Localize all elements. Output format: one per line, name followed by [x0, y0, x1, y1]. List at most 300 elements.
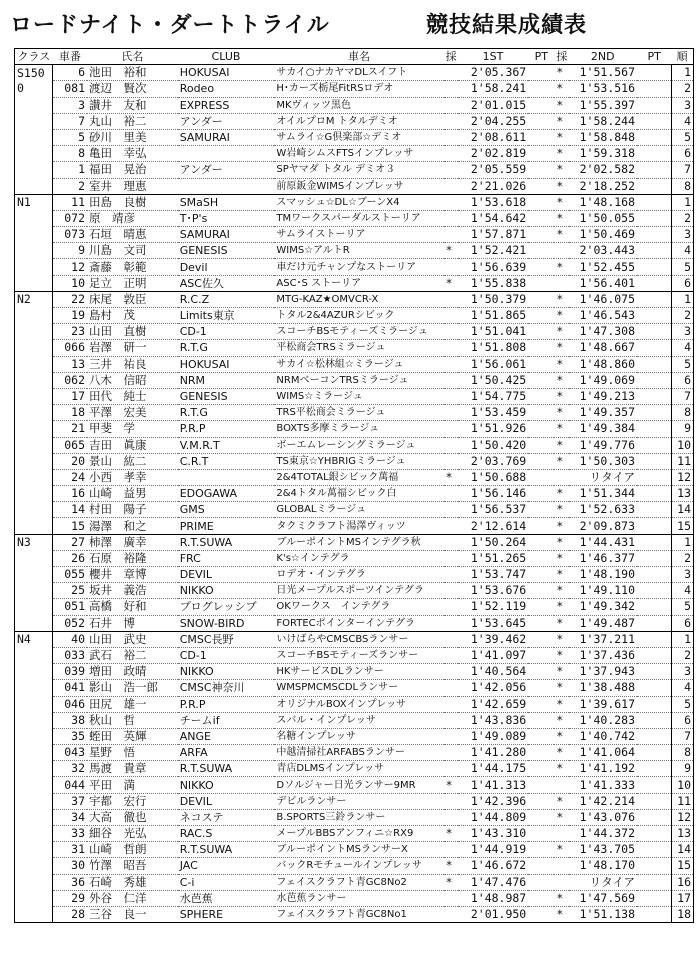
table-row — [15, 453, 694, 469]
first-run-mark — [444, 437, 458, 453]
pt2 — [637, 291, 671, 307]
second-run-mark: * — [554, 259, 568, 275]
car-name: SPヤマダ トタル デミオ３ — [274, 162, 443, 178]
position: 10 — [671, 437, 693, 453]
driver-name: 増田 政晴 — [87, 664, 178, 680]
pt2 — [637, 745, 671, 761]
table-row — [15, 340, 694, 356]
position: 13 — [671, 826, 693, 842]
club-name: CMSC長野 — [178, 631, 275, 647]
pt1 — [528, 567, 554, 583]
club-name: C-i — [178, 874, 275, 890]
driver-name: 三井 祐良 — [87, 356, 178, 372]
driver-name: 福田 晃治 — [87, 162, 178, 178]
pt2 — [637, 583, 671, 599]
class-label — [15, 146, 53, 162]
second-run-mark: * — [554, 372, 568, 388]
position: 5 — [671, 696, 693, 712]
pt1 — [528, 842, 554, 858]
pt1 — [528, 696, 554, 712]
car-name: スコーチBSモティーズミラージュ — [274, 324, 443, 340]
second-run-time: 1'48.190 — [569, 567, 638, 583]
pt2 — [637, 453, 671, 469]
pt2 — [637, 194, 671, 210]
second-run-mark: * — [554, 97, 568, 113]
first-run-mark — [444, 340, 458, 356]
driver-name: 田島 良樹 — [87, 194, 178, 210]
second-run-mark: * — [554, 567, 568, 583]
car-number: 033 — [53, 647, 87, 663]
club-name: EXPRESS — [178, 97, 275, 113]
pt2 — [637, 469, 671, 485]
club-name: PRIME — [178, 518, 275, 534]
club-name: EDOGAWA — [178, 486, 275, 502]
second-run-mark: * — [554, 793, 568, 809]
position: 5 — [671, 356, 693, 372]
second-run-mark: * — [554, 437, 568, 453]
class-label — [15, 178, 53, 194]
pt1 — [528, 550, 554, 566]
first-run-time: 1'44.919 — [458, 842, 529, 858]
class-label: 0 — [15, 81, 53, 97]
position: 1 — [671, 631, 693, 647]
table-row — [15, 777, 694, 793]
car-number: 35 — [53, 728, 87, 744]
first-run-time: 2'05.367 — [458, 65, 529, 81]
table-row — [15, 178, 694, 194]
class-label — [15, 437, 53, 453]
car-number: 1 — [53, 162, 87, 178]
pt2 — [637, 680, 671, 696]
first-run-time: 1'53.459 — [458, 405, 529, 421]
table-row — [15, 826, 694, 842]
second-run-mark: * — [554, 113, 568, 129]
driver-name: 亀田 幸弘 — [87, 146, 178, 162]
first-run-mark — [444, 421, 458, 437]
driver-name: 竹澤 昭吾 — [87, 858, 178, 874]
position: 1 — [671, 65, 693, 81]
car-number: 081 — [53, 81, 87, 97]
header-first-run: 1ST — [458, 49, 529, 65]
first-run-mark — [444, 259, 458, 275]
pt2 — [637, 81, 671, 97]
second-run-time: 1'37.436 — [569, 647, 638, 663]
second-run-mark: * — [554, 178, 568, 194]
first-run-mark: * — [444, 777, 458, 793]
pt1 — [528, 518, 554, 534]
class-label: S150 — [15, 65, 53, 81]
first-run-time: 2'08.611 — [458, 129, 529, 145]
first-run-time: 1'56.146 — [458, 486, 529, 502]
pt1 — [528, 712, 554, 728]
first-run-time: 1'49.089 — [458, 728, 529, 744]
pt1 — [528, 227, 554, 243]
car-number: 073 — [53, 227, 87, 243]
class-label — [15, 502, 53, 518]
first-run-mark — [444, 745, 458, 761]
car-number: 29 — [53, 890, 87, 906]
pt2 — [637, 243, 671, 259]
club-name: Rodeo — [178, 81, 275, 97]
second-run-time: 1'49.110 — [569, 583, 638, 599]
club-name: SAMURAI — [178, 227, 275, 243]
pt1 — [528, 259, 554, 275]
car-name: トタル2&4AZURシビック — [274, 308, 443, 324]
second-run-time: 1'51.344 — [569, 486, 638, 502]
second-run-time: 1'58.848 — [569, 129, 638, 145]
pt2 — [637, 906, 671, 922]
club-name: R.T.G — [178, 340, 275, 356]
second-run-time: 1'50.469 — [569, 227, 638, 243]
car-name: H･カーズ栃尾FitRSロデオ — [274, 81, 443, 97]
first-run-mark — [444, 567, 458, 583]
second-run-time: 1'53.516 — [569, 81, 638, 97]
car-name: サムライ☆G倶楽部☆デミオ — [274, 129, 443, 145]
pt1 — [528, 761, 554, 777]
driver-name: 田尻 雄一 — [87, 696, 178, 712]
first-run-mark — [444, 761, 458, 777]
pt2 — [637, 615, 671, 631]
car-name: 名糖インプレッサ — [274, 728, 443, 744]
position: 17 — [671, 890, 693, 906]
position: 7 — [671, 162, 693, 178]
pt1 — [528, 308, 554, 324]
pt2 — [637, 308, 671, 324]
first-run-mark — [444, 162, 458, 178]
first-run-time: 2'03.769 — [458, 453, 529, 469]
driver-name: 平澤 宏美 — [87, 405, 178, 421]
first-run-mark: * — [444, 243, 458, 259]
first-run-time: 1'50.420 — [458, 437, 529, 453]
class-label — [15, 615, 53, 631]
car-number: 32 — [53, 761, 87, 777]
first-run-mark — [444, 696, 458, 712]
club-name: P.R.P — [178, 421, 275, 437]
club-name: R.T.G — [178, 405, 275, 421]
car-number: 21 — [53, 421, 87, 437]
class-label — [15, 518, 53, 534]
car-number: 2 — [53, 178, 87, 194]
first-run-mark — [444, 129, 458, 145]
second-run-mark: * — [554, 842, 568, 858]
club-name — [178, 469, 275, 485]
pt2 — [637, 712, 671, 728]
car-name: 中越清掃社ARFABSランサー — [274, 745, 443, 761]
driver-name: 武石 裕二 — [87, 647, 178, 663]
first-run-time: 1'54.775 — [458, 388, 529, 404]
pt2 — [637, 275, 671, 291]
second-run-mark: * — [554, 388, 568, 404]
second-run-time: 1'42.214 — [569, 793, 638, 809]
position: 2 — [671, 647, 693, 663]
club-name: R.C.Z — [178, 291, 275, 307]
class-label — [15, 777, 53, 793]
car-number: 31 — [53, 842, 87, 858]
first-run-mark: * — [444, 275, 458, 291]
driver-name: 斎藤 彰範 — [87, 259, 178, 275]
pt2 — [637, 664, 671, 680]
pt1 — [528, 809, 554, 825]
car-name: サムライストーリア — [274, 227, 443, 243]
driver-name: 景山 紘二 — [87, 453, 178, 469]
pt2 — [637, 858, 671, 874]
class-label — [15, 696, 53, 712]
car-name: WIMS☆ミラージュ — [274, 388, 443, 404]
pt2 — [637, 356, 671, 372]
car-number: 22 — [53, 291, 87, 307]
second-run-time: 1'49.213 — [569, 388, 638, 404]
driver-name: 島村 茂 — [87, 308, 178, 324]
car-number: 046 — [53, 696, 87, 712]
pt2 — [637, 567, 671, 583]
first-run-mark — [444, 308, 458, 324]
position: 7 — [671, 728, 693, 744]
position: 8 — [671, 405, 693, 421]
second-run-mark: * — [554, 761, 568, 777]
first-run-time: 1'52.421 — [458, 243, 529, 259]
class-label — [15, 567, 53, 583]
second-run-mark: * — [554, 405, 568, 421]
table-row — [15, 567, 694, 583]
second-run-time: 1'56.401 — [569, 275, 638, 291]
driver-name: 山田 武史 — [87, 631, 178, 647]
pt2 — [637, 647, 671, 663]
pt1 — [528, 599, 554, 615]
pt2 — [637, 826, 671, 842]
pt1 — [528, 291, 554, 307]
second-run-time: 1'44.372 — [569, 826, 638, 842]
first-run-time: 1'51.265 — [458, 550, 529, 566]
second-run-time: 1'47.308 — [569, 324, 638, 340]
car-number: 062 — [53, 372, 87, 388]
class-label — [15, 275, 53, 291]
class-label — [15, 453, 53, 469]
second-run-time: 1'39.617 — [569, 696, 638, 712]
table-row — [15, 809, 694, 825]
driver-name: 細谷 光弘 — [87, 826, 178, 842]
first-run-time: 1'52.119 — [458, 599, 529, 615]
position: 3 — [671, 227, 693, 243]
club-name: FRC — [178, 550, 275, 566]
second-run-mark: * — [554, 745, 568, 761]
header-car: 車名 — [274, 49, 443, 65]
first-run-time: 1'53.676 — [458, 583, 529, 599]
first-run-mark — [444, 793, 458, 809]
car-number: 13 — [53, 356, 87, 372]
second-run-mark: * — [554, 146, 568, 162]
header-row — [15, 49, 694, 65]
pt1 — [528, 453, 554, 469]
car-name: BOXTS多摩ミラージュ — [274, 421, 443, 437]
first-run-time: 1'56.061 — [458, 356, 529, 372]
second-run-time: 2'03.443 — [569, 243, 638, 259]
first-run-time: 1'51.926 — [458, 421, 529, 437]
table-row — [15, 728, 694, 744]
driver-name: 山崎 益男 — [87, 486, 178, 502]
car-name: 2&4TOTAL銀シビック萬福 — [274, 469, 443, 485]
pt2 — [637, 259, 671, 275]
pt1 — [528, 583, 554, 599]
table-row — [15, 275, 694, 291]
club-name: 水芭蕉 — [178, 890, 275, 906]
table-row — [15, 631, 694, 647]
table-row — [15, 291, 694, 307]
driver-name: 宇都 宏行 — [87, 793, 178, 809]
first-run-mark — [444, 599, 458, 615]
second-run-mark: * — [554, 291, 568, 307]
position: 5 — [671, 599, 693, 615]
car-name: B.SPORTS三鈴ランサー — [274, 809, 443, 825]
position: 6 — [671, 275, 693, 291]
table-row — [15, 162, 694, 178]
first-run-mark — [444, 631, 458, 647]
first-run-mark — [444, 65, 458, 81]
second-run-time: 1'40.742 — [569, 728, 638, 744]
first-run-mark — [444, 842, 458, 858]
first-run-mark — [444, 372, 458, 388]
car-name: ブルーポイントMSランサーX — [274, 842, 443, 858]
club-name: ARFA — [178, 745, 275, 761]
position: 9 — [671, 761, 693, 777]
first-run-time: 2'05.559 — [458, 162, 529, 178]
position: 1 — [671, 534, 693, 550]
car-name: 水芭蕉ランサー — [274, 890, 443, 906]
club-name: HOKUSAI — [178, 356, 275, 372]
second-run-mark: * — [554, 340, 568, 356]
car-number: 38 — [53, 712, 87, 728]
second-run-mark: * — [554, 615, 568, 631]
second-run-time: 1'55.397 — [569, 97, 638, 113]
driver-name: 讃井 友和 — [87, 97, 178, 113]
position: 7 — [671, 388, 693, 404]
class-label — [15, 728, 53, 744]
second-run-time: 1'48.168 — [569, 194, 638, 210]
pt2 — [637, 210, 671, 226]
second-run-mark: * — [554, 647, 568, 663]
car-name: 2&4トタル萬福シビック白 — [274, 486, 443, 502]
class-label: N2 — [15, 291, 53, 307]
table-row — [15, 372, 694, 388]
class-label — [15, 210, 53, 226]
position: 2 — [671, 308, 693, 324]
car-name: Dソルジャー日光ランサー9MR — [274, 777, 443, 793]
car-name: ASC･S ストーリア — [274, 275, 443, 291]
pt2 — [637, 113, 671, 129]
header-number: 車番 — [53, 49, 87, 65]
car-number: 24 — [53, 469, 87, 485]
second-run-time: 1'52.633 — [569, 502, 638, 518]
second-run-mark: * — [554, 210, 568, 226]
pt1 — [528, 728, 554, 744]
car-name: 平松商会TRSミラージュ — [274, 340, 443, 356]
car-number: 8 — [53, 146, 87, 162]
car-number: 19 — [53, 308, 87, 324]
class-label — [15, 97, 53, 113]
pt1 — [528, 664, 554, 680]
car-number: 066 — [53, 340, 87, 356]
second-run-time: 1'49.357 — [569, 405, 638, 421]
car-name: ブルーポイントMSインテグラ秋 — [274, 534, 443, 550]
first-run-time: 1'53.645 — [458, 615, 529, 631]
car-name: MKヴィッツ黒色 — [274, 97, 443, 113]
table-row — [15, 259, 694, 275]
club-name: C.R.T — [178, 453, 275, 469]
car-name: WIMS☆アルトR — [274, 243, 443, 259]
table-row — [15, 227, 694, 243]
car-number: 041 — [53, 680, 87, 696]
pt1 — [528, 858, 554, 874]
position: 14 — [671, 502, 693, 518]
driver-name: 足立 正明 — [87, 275, 178, 291]
table-row — [15, 146, 694, 162]
first-run-mark: * — [444, 874, 458, 890]
second-run-time: 1'48.667 — [569, 340, 638, 356]
car-number: 14 — [53, 502, 87, 518]
car-number: 072 — [53, 210, 87, 226]
driver-name: 櫻井 章博 — [87, 567, 178, 583]
first-run-time: 1'46.672 — [458, 858, 529, 874]
second-run-time: 1'37.211 — [569, 631, 638, 647]
position: 5 — [671, 259, 693, 275]
driver-name: 蛭田 英輝 — [87, 728, 178, 744]
first-run-time: 1'44.175 — [458, 761, 529, 777]
pt1 — [528, 680, 554, 696]
table-row — [15, 502, 694, 518]
first-run-time: 1'56.537 — [458, 502, 529, 518]
driver-name: 外谷 仁洋 — [87, 890, 178, 906]
first-run-mark — [444, 680, 458, 696]
car-number: 15 — [53, 518, 87, 534]
driver-name: 砂川 里美 — [87, 129, 178, 145]
second-run-mark: * — [554, 696, 568, 712]
pt1 — [528, 162, 554, 178]
first-run-mark — [444, 388, 458, 404]
pt2 — [637, 728, 671, 744]
class-label — [15, 550, 53, 566]
first-run-mark — [444, 809, 458, 825]
car-number: 9 — [53, 243, 87, 259]
first-run-time: 1'51.041 — [458, 324, 529, 340]
driver-name: 池田 裕和 — [87, 65, 178, 81]
second-run-time: 1'49.342 — [569, 599, 638, 615]
second-run-time: 1'50.303 — [569, 453, 638, 469]
table-row — [15, 696, 694, 712]
pt1 — [528, 81, 554, 97]
car-number: 6 — [53, 65, 87, 81]
position: 3 — [671, 324, 693, 340]
position: 11 — [671, 453, 693, 469]
header-position: 順 — [671, 49, 693, 65]
driver-name: 高橋 好和 — [87, 599, 178, 615]
first-run-time: 1'54.642 — [458, 210, 529, 226]
header-mark1: 採 — [445, 50, 457, 64]
second-run-time: 1'37.943 — [569, 664, 638, 680]
second-run-time: 1'59.318 — [569, 146, 638, 162]
pt2 — [637, 162, 671, 178]
pt1 — [528, 243, 554, 259]
table-row — [15, 437, 694, 453]
car-name: 前原鈑金WIMSインプレッサ — [274, 178, 443, 194]
pt2 — [637, 437, 671, 453]
car-number: 7 — [53, 113, 87, 129]
second-run-mark: * — [554, 599, 568, 615]
pt1 — [528, 745, 554, 761]
header-name: 氏名 — [87, 49, 178, 65]
club-name: Limits東京 — [178, 308, 275, 324]
header-mark2: 採 — [556, 50, 568, 64]
position: 8 — [671, 745, 693, 761]
car-number: 20 — [53, 453, 87, 469]
